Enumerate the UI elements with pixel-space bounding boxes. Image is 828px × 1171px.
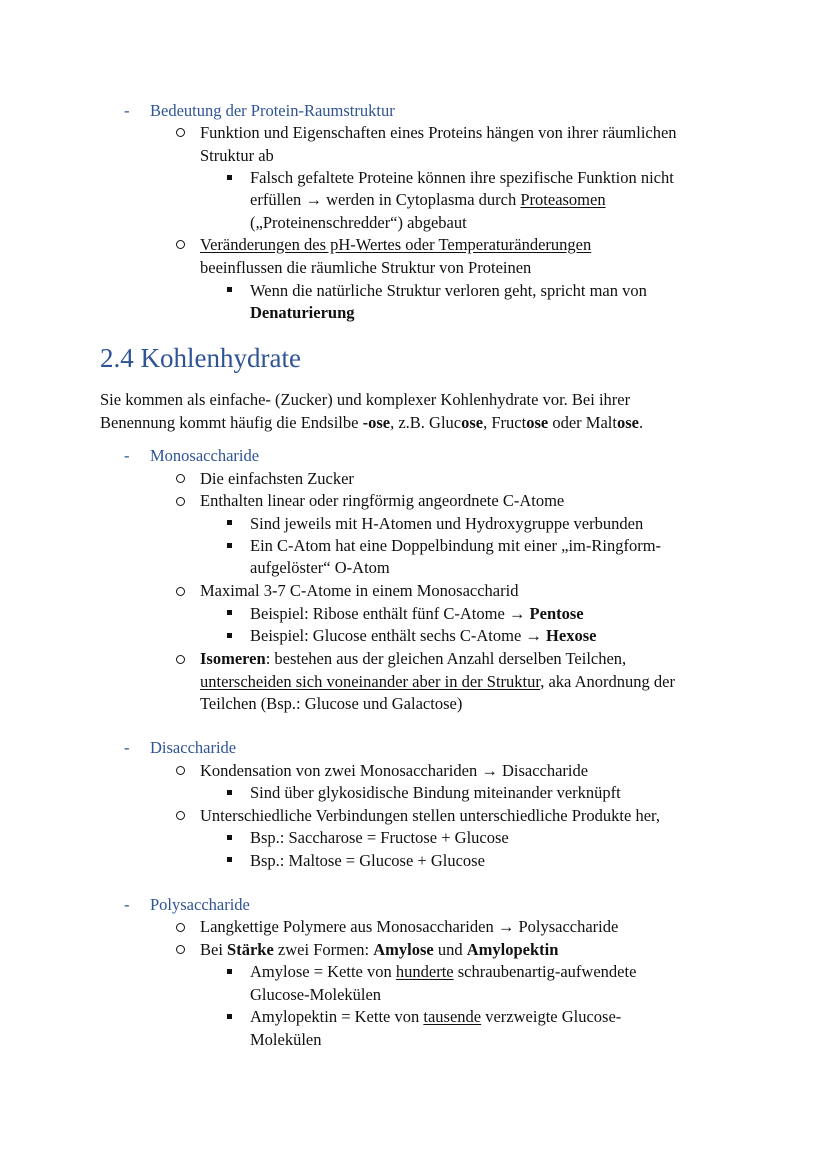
text-fragment: zwei Formen: xyxy=(273,940,374,959)
underlined-text: tausende xyxy=(423,1007,482,1026)
text-fragment: werden in Cytoplasma durch xyxy=(321,190,521,209)
text-line: aufgelöster“ O-Atom xyxy=(250,558,390,577)
bold-term: Hexose xyxy=(546,626,597,645)
text-line: Wenn die natürliche Struktur verloren geht, spricht man von xyxy=(250,281,647,300)
text-fragment: Benennung kommt häufig die Endsilbe xyxy=(100,413,363,432)
text-fragment: und xyxy=(433,940,467,959)
text-line xyxy=(200,939,558,961)
text-line: Molekülen xyxy=(250,1030,322,1049)
text-line xyxy=(200,760,588,782)
underlined-text: Veränderungen des pH-Wertes oder Temperaturänderungen xyxy=(200,235,592,254)
text-line: Funktion und Eigenschaften eines Proteins hängen von ihrer räumlichen xyxy=(200,123,677,142)
text-line: („Proteinenschredder“) abgebaut xyxy=(250,213,467,232)
text-line: Teilchen (Bsp.: Glucose und Galactose) xyxy=(200,694,463,713)
text-fragment: Bei xyxy=(200,940,228,959)
intro-line: Sie kommen als einfache- (Zucker) und komplexer Kohlenhydrate vor. Bei ihrer xyxy=(100,390,631,409)
heading-polysaccharide: Polysaccharide xyxy=(150,895,250,914)
circle-bullet xyxy=(176,474,185,483)
text-line xyxy=(250,625,596,647)
text-fragment: . xyxy=(638,413,644,432)
circle-bullet xyxy=(176,945,185,954)
text-line xyxy=(200,648,626,670)
text-line xyxy=(200,671,675,693)
text-fragment: Langkettige Polymere aus Monosacchariden xyxy=(200,917,498,936)
bold-term: Denaturierung xyxy=(250,303,355,322)
text-line: Bsp.: Saccharose = Fructose + Glucose xyxy=(250,828,509,847)
underlined-text: unterscheiden sich voneinander aber in der Struktur xyxy=(200,672,541,691)
circle-bullet xyxy=(176,587,185,596)
text-fragment: verzweigte Glucose- xyxy=(481,1007,622,1026)
square-bullet xyxy=(227,520,232,525)
square-bullet xyxy=(227,969,232,974)
bold-term: Amylose xyxy=(373,940,434,959)
chapter-title: 2.4 Kohlenhydrate xyxy=(100,343,301,373)
text-line: Sind über glykosidische Bindung miteinander verknüpft xyxy=(250,783,621,802)
arrow-icon: → xyxy=(497,917,515,936)
circle-bullet xyxy=(176,655,185,664)
dash-bullet: - xyxy=(124,446,130,465)
dash-bullet: - xyxy=(124,101,130,120)
heading-monosaccharide: Monosaccharide xyxy=(150,446,260,465)
square-bullet xyxy=(227,1014,232,1019)
circle-bullet xyxy=(176,766,185,775)
text-line: Falsch gefaltete Proteine können ihre spezifische Funktion nicht xyxy=(250,168,674,187)
text-line: Ein C-Atom hat eine Doppelbindung mit einer „im-Ringform- xyxy=(250,536,662,555)
circle-bullet xyxy=(176,811,185,820)
text-fragment: Disaccharide xyxy=(497,761,589,780)
text-line xyxy=(250,603,584,625)
text-fragment: Beispiel: Glucose enthält sechs C-Atome xyxy=(250,626,526,645)
text-line xyxy=(200,916,618,938)
bold-term: ose xyxy=(526,413,549,432)
text-fragment: , aka Anordnung der xyxy=(540,672,675,691)
text-line: Unterschiedliche Verbindungen stellen unterschiedliche Produkte her, xyxy=(200,806,660,825)
text-line xyxy=(250,961,636,983)
text-fragment: oder Malt xyxy=(548,413,617,432)
square-bullet xyxy=(227,790,232,795)
heading-disaccharide: Disaccharide xyxy=(150,738,237,757)
arrow-icon: → xyxy=(525,626,542,645)
text-fragment: Polysaccharide xyxy=(514,917,619,936)
bold-term: -ose xyxy=(362,413,391,432)
bold-term: Pentose xyxy=(529,604,584,623)
arrow-icon: → xyxy=(481,761,498,780)
text-line xyxy=(200,234,591,256)
square-bullet xyxy=(227,633,232,638)
text-fragment: erfüllen xyxy=(250,190,306,209)
square-bullet xyxy=(227,175,232,180)
dash-bullet: - xyxy=(124,738,130,757)
underlined-text: Proteasomen xyxy=(520,190,606,209)
square-bullet xyxy=(227,287,232,292)
text-line xyxy=(250,1006,621,1028)
text-line: Bsp.: Maltose = Glucose + Glucose xyxy=(250,851,485,870)
text-fragment: : bestehen aus der gleichen Anzahl derselben Teilchen, xyxy=(265,649,627,668)
text-fragment: , z.B. Gluc xyxy=(390,413,462,432)
bold-term: ose xyxy=(461,413,484,432)
dash-bullet: - xyxy=(124,895,130,914)
text-fragment: Amylopektin = Kette von xyxy=(250,1007,424,1026)
bold-term: Stärke xyxy=(227,940,274,959)
text-fragment: Amylose = Kette von xyxy=(250,962,396,981)
arrow-icon: → xyxy=(508,604,526,623)
square-bullet xyxy=(227,835,232,840)
circle-bullet xyxy=(176,128,185,137)
text-fragment: schraubenartig-aufwendete xyxy=(453,962,637,981)
text-line: Maximal 3-7 C-Atome in einem Monosaccharid xyxy=(200,581,519,600)
text-line: Enthalten linear oder ringförmig angeordnete C-Atome xyxy=(200,491,565,510)
bold-term: ose xyxy=(616,413,639,432)
text-line: beeinflussen die räumliche Struktur von Proteinen xyxy=(200,258,532,277)
text-line xyxy=(250,189,606,211)
arrow-icon: → xyxy=(305,190,322,209)
text-line: Die einfachsten Zucker xyxy=(200,469,354,488)
text-fragment: Kondensation von zwei Monosacchariden xyxy=(200,761,482,780)
text-fragment: , Fruct xyxy=(483,413,527,432)
text-line: Glucose-Molekülen xyxy=(250,985,382,1004)
intro-line xyxy=(100,412,643,434)
underlined-text: hunderte xyxy=(395,962,454,981)
square-bullet xyxy=(227,543,232,548)
text-line xyxy=(250,302,355,324)
text-fragment: Beispiel: Ribose enthält fünf C-Atome xyxy=(250,604,509,623)
square-bullet xyxy=(227,610,232,615)
bold-term: Amylopektin xyxy=(466,940,559,959)
circle-bullet xyxy=(176,923,185,932)
square-bullet xyxy=(227,857,232,862)
bold-term: Isomeren xyxy=(200,649,266,668)
text-line: Sind jeweils mit H-Atomen und Hydroxygruppe verbunden xyxy=(250,514,644,533)
circle-bullet xyxy=(176,240,185,249)
text-line: Struktur ab xyxy=(200,146,274,165)
circle-bullet xyxy=(176,497,185,506)
heading-protein-raumstruktur: Bedeutung der Protein-Raumstruktur xyxy=(150,101,395,120)
